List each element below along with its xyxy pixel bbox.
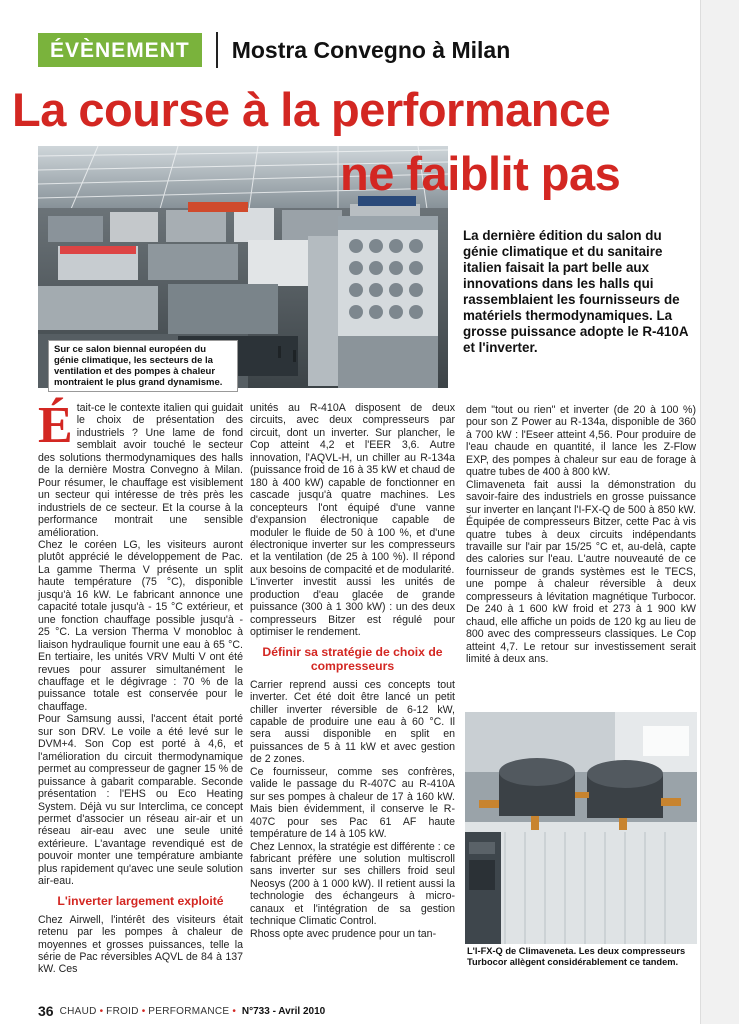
paragraph: Pour Samsung aussi, l'accent était porté sur son DRV. Le voile a été levé sur le DVM+4. Son Cop est porté à 4,6, et l'amélioration du circuit thermodynamique permet au compresseur de gagner 15 % de puissance à gabarit comparable. Seconde présentation : l'EHS ou Eco Heating System. Déjà vu sur Interclima, ce concept permet d'associer un réseau air-air et un réseau air-eau avec une seule unité extérieure. L'avantage revendiqué est de pouvoir monter une température ambiante plus rapidement qu'avec une seule solution air-eau. <box>38 713 243 888</box>
paragraph: Carrier reprend aussi ces concepts tout inverter. Cet été doit être lancé un petit chiller inverter réversible de 6-12 kW, capable de produire une eau à 60 °C. Il sera aussi disponible en split en puissances de 5 à 11 kW et avec gestion de 2 zones. <box>250 678 455 766</box>
event-title: Mostra Convegno à Milan <box>231 36 511 63</box>
heat-pump-photo <box>465 712 697 944</box>
paragraph: Chez Airwell, l'intérêt des visiteurs était retenu par les pompes à chaleur de moyennes et grosses puissances, telle la série de Pac réversibles AQVL de 84 à 137 kW. Ces <box>38 913 243 976</box>
photo-caption: L'I-FX-Q de Climaveneta. Les deux compresseurs Turbocor allègent considérablement ce tandem. <box>467 946 686 967</box>
heat-pump-illustration <box>465 712 697 944</box>
drop-cap: É <box>38 397 73 454</box>
publication-name-part: FROID <box>106 1005 139 1017</box>
paragraph: Climaveneta fait aussi la démonstration du savoir-faire des industriels en grosse puissance sur inverter en lançant l'I-FX-Q de 500 à 850 kW. Équipée de compresseurs Bitzer, cette Pac à vis quatre tubes à deux circuits indépendants travaille sur l'air par 15/25 °C et, au-delà, capte des calories sur l'eau. L'autre nouveauté de ce fournisseur de grands systèmes est le TECS, une pompe à chaleur réversible à deux compresseurs à lévitation magnétique Turbocor. De 240 à 1 600 kW froid et 273 à 1 900 kW chaud, elle affiche un poids de 120 kg au lieu de 800 avec des compresseurs classiques. Le Cop atteint 4,7. Le retour sur investissement serait limité à deux ans. <box>466 478 696 666</box>
bullet-separator: • <box>141 1005 146 1017</box>
subheading: Définir sa stratégie de choix de compresseurs <box>262 644 443 673</box>
publication-name-part: CHAUD <box>59 1005 97 1017</box>
paragraph: Rhoss opte avec prudence pour un tan- <box>250 927 437 940</box>
section-tag: ÉVÈNEMENT <box>38 33 202 67</box>
issue-number: N°733 - Avril 2010 <box>241 1005 326 1017</box>
bullet-separator: • <box>99 1005 104 1017</box>
page-footer <box>38 1003 325 1019</box>
text-column-1 <box>38 397 243 976</box>
paragraph-text: tait-ce le contexte italien qui guidait le choix de présentation des industriels ? Une lame de fond semblait avoir touché le secteur des solutions thermodynamiques des halls de la dernière Mostra Convegno à Milan. Pour résumer, le chauffage est visiblement un secteur qui intéresse de très près les industriels de ce secteur. Et la course à la performance montrait une sensible amélioration. <box>38 402 243 539</box>
bullet-separator: • <box>232 1005 236 1017</box>
publication-name-part: PERFORMANCE <box>148 1005 230 1017</box>
paragraph <box>38 397 243 539</box>
page-number: 36 <box>38 1003 54 1019</box>
header-divider <box>216 32 218 68</box>
adjacent-page-edge <box>700 0 739 1024</box>
text-column-2 <box>250 402 455 940</box>
photo-caption: Sur ce salon biennal européen du génie climatique, les secteurs de la ventilation et des pompes à chaleur montraient le plus grand dynamisme. <box>48 340 238 392</box>
paragraph: Chez le coréen LG, les visiteurs auront plutôt apprécié le développement de Pac. La gamme Therma V présente un split haute température (75 °C), disponible jusqu'à 16 kW. Le fabricant annonce une capacité totale jusqu'à - 15 °C extérieur, et une fonction chauffage possible jusqu'à - 25 °C. La version Therma V monobloc à liaison hydraulique fournit une eau à 65 °C. En tertiaire, les unités VRV Multi V ont été revues pour assurer simultanément le chauffage et le dégivrage : 70 % de la puissance totale est conservée pour le chauffage. <box>38 538 243 713</box>
subheading: L'inverter largement exploité <box>57 893 224 908</box>
headline-line-2: ne faiblit pas <box>340 147 621 200</box>
headline-line-1: La course à la performance <box>12 83 611 136</box>
paragraph: Ce fournisseur, comme ses confrères, valide le passage du R-407C au R-410A sur ses pompes à chaleur de 17 à 160 kW. Mais bien évidemment, il conserve le R-407C pour ses Pac 61 AF haute température de 14 à 105 kW. <box>250 765 455 841</box>
article-header <box>38 30 510 70</box>
article-intro: La dernière édition du salon du génie climatique et du sanitaire italien faisait la part belle aux innovations dans les halls qui rassemblaient les fournisseurs de matériels thermodynamiques. La grosse puissance adopte le R-410A et l'inverter. <box>463 228 688 355</box>
paragraph: unités au R-410A disposent de deux circuits, avec deux compresseurs par circuit, dont un inverter. Sur plancher, le Cop atteint 4,2 et l'EER 3,6. Autre innovation, l'AQVL-H, un chiller au R-134a (puissance froid de 16 à 35 kW et chaud de 180 à 400 kW) capable de fonctionner en cascade jusqu'à quatre machines. Les concepteurs l'ont équipé d'une vanne d'expansion électronique capable de moduler le fluide de 50 à 100 %, et d'une électronique inverter sur les compresseurs et la ventilation (de 25 à 100 %). Il répond aux besoins de compacité et de modularité. <box>250 402 455 576</box>
paragraph: dem "tout ou rien" et inverter (de 20 à 100 %) pour son Z Power au R-134a, disponible de 360 à 700 kW : l'Eseer atteint 4,56. Pour produire de l'eau chaude en quantité, il lance les Z-Flow EXP, des pompes à chaleur sur eau de forage à quatre tubes de 400 à 800 kW. <box>466 404 696 479</box>
text-column-3 <box>466 404 696 666</box>
paragraph: Chez Lennox, la stratégie est différente : ce fabricant préfère une solution multiscroll sans inverter sur ses chillers froid seul Neosys (200 à 1 000 kW). Il retient aussi la technologie des échangeurs à micro-canaux et l'intégration de sa gestion technique Climatic Control. <box>250 840 455 928</box>
paragraph: L'inverter investit aussi les unités de production d'eau glacée de grande puissance (300 à 1 300 kW) : un des deux compresseurs Bitzer est régulé pour optimiser le rendement. <box>250 576 455 639</box>
